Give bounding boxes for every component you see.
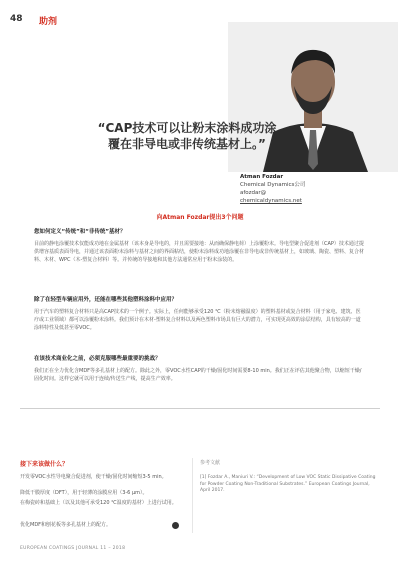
footer-journal: EUROPEAN COATINGS JOURNAL 11 – 2018 [20, 546, 126, 551]
reference-1: [1] Fozdar A., Maniuri V.: “Development of Low VOC Static Dissipative Coating for Powder Coating Non-Traditional Substrates.” European Coatings Journal, April 2017. [200, 475, 376, 493]
page-number: 48 [10, 14, 23, 24]
next-step-4: 优化MDF和刨花板等多孔基材上的配方。 [20, 522, 112, 528]
next-steps-heading: 接下来该做什么？ [20, 461, 69, 468]
person-website-link[interactable]: chemicaldynamics.net [240, 198, 302, 204]
answer-3: 我们正在全力优化含MDF等多孔基材上的配方。除此之外，零VOC水性CAP的干燥/固化时间需要8-10 min。我们正在评估其他聚合物，以缩短干燥/固化时间。这样它就可以用于连续/传送生产线，提高生产效率。 [34, 368, 362, 382]
references-heading: 参考文献 [200, 460, 221, 466]
person-name: Atman Fozdar [240, 174, 284, 180]
person-company: Chemical Dynamics公司 [240, 182, 306, 188]
pull-quote: “CAP技术可以让粉末涂料成功涂覆在非导电或非传统基材上。” [97, 121, 277, 151]
next-step-1: 开发零VOC水性导电聚合促进剂，使干燥/固化时间缩短3-5 min。 [20, 474, 167, 480]
person-email: afozdar@ [240, 190, 267, 196]
next-step-2: 降低干膜厚度（DFT），用于轻薄的涂膜应用（3-6 μm）。 [20, 490, 148, 496]
end-mark-icon [172, 522, 179, 529]
column-divider [192, 458, 193, 533]
person-info [240, 173, 305, 205]
answer-2: 用于汽车的塑料复合材料只是高CAP技术的一个例子。实际上，任何能够承受120 ℃（粉末熔融温度）的塑料基材或复合材料（用于家电、建筑、医疗或工业领域）都可以涂覆粉末涂料。我们预计在木材-塑料复合材料以及两色塑料市场具有巨大的潜力，可实现更高效的涂层结构，具有较高的一道涂料特性及低甚至零VOC。 [34, 309, 361, 331]
question-3: 在该技术商业化之前，必须克服哪些最重要的挑战？ [34, 356, 161, 362]
qa-title: 向Atman Fozdar提出3个问题 [156, 214, 244, 221]
question-2: 除了在轻型车辆应用外，还能在哪些其他塑料涂料中应用？ [34, 297, 178, 303]
question-1: 您如何定义“传统”和“非传统”基材？ [34, 229, 126, 235]
section-divider [20, 408, 380, 409]
answer-1: 目前的静电涂覆技术仅能成功地在金属基材（该本身是导电的，并且需要接地：从而确保静电荷）上涂覆粉末。导电型聚合促进剂（CAP）技术通过提供增容基质表面导电，并通过该表面粉末涂料与基材之间的界面粘结，使粉末涂料成功地涂覆在非导电或非传统基材上，如玻璃、陶瓷、塑料、复合材料、木材、WPC（木-塑复合材料）等。并传统的导接地和其他方法通常应用于粉末涂装的。 [34, 241, 365, 263]
section-title: 助剂 [39, 17, 58, 27]
next-step-3: 在梅瓷砖和基础上（以及其他可承受120 ℃温度的基材）上进行试用。 [20, 500, 177, 506]
